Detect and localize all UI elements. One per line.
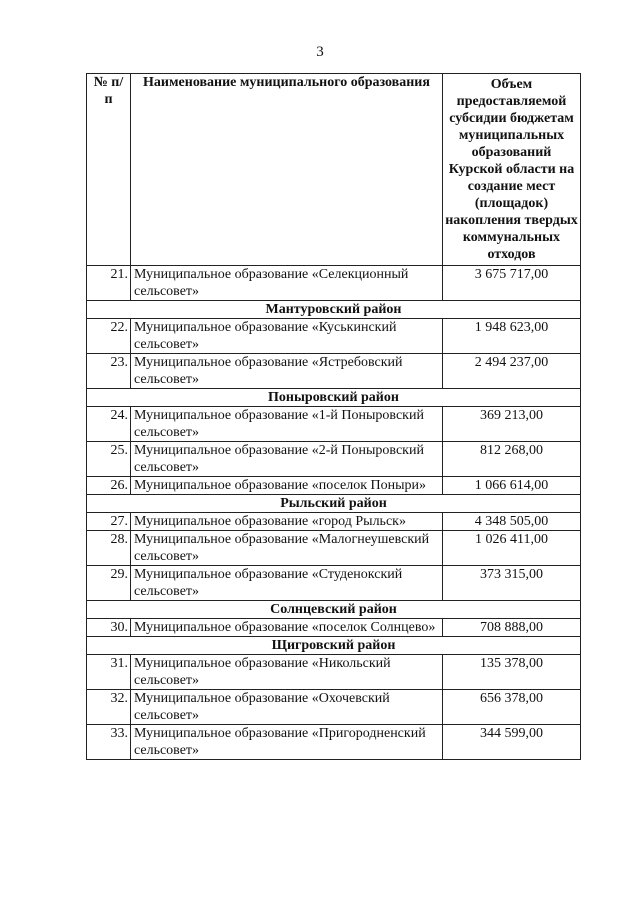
municipality-name: Муниципальное образование «поселок Солнцево»	[131, 619, 443, 637]
municipality-name: Муниципальное образование «Куськинский сельсовет»	[131, 319, 443, 354]
row-number: 31.	[87, 655, 131, 690]
municipality-name: Муниципальное образование «Студенокский сельсовет»	[131, 566, 443, 601]
row-number: 27.	[87, 513, 131, 531]
municipality-name: Муниципальное образование «поселок Поныри»	[131, 477, 443, 495]
table-row	[87, 442, 581, 477]
subsidy-amount: 369 213,00	[443, 407, 581, 442]
table-row	[87, 477, 581, 495]
table-row	[87, 619, 581, 637]
district-name: Солнцевский район	[87, 601, 581, 619]
municipality-name: Муниципальное образование «город Рыльск»	[131, 513, 443, 531]
table-row	[87, 655, 581, 690]
district-row	[87, 389, 581, 407]
subsidy-amount: 1 026 411,00	[443, 531, 581, 566]
district-row	[87, 637, 581, 655]
municipality-name: Муниципальное образование «Ястребовский сельсовет»	[131, 354, 443, 389]
municipality-name: Муниципальное образование «Малогнеушевский сельсовет»	[131, 531, 443, 566]
municipality-name: Муниципальное образование «Пригородненский сельсовет»	[131, 725, 443, 760]
subsidy-amount: 656 378,00	[443, 690, 581, 725]
table-row	[87, 407, 581, 442]
row-number: 28.	[87, 531, 131, 566]
table-row	[87, 319, 581, 354]
table-row	[87, 531, 581, 566]
subsidy-amount: 812 268,00	[443, 442, 581, 477]
district-name: Рыльский район	[87, 495, 581, 513]
page-number: 3	[316, 44, 324, 60]
municipality-name: Муниципальное образование «Селекционный сельсовет»	[131, 266, 443, 301]
district-name: Мантуровский район	[87, 301, 581, 319]
table-row	[87, 266, 581, 301]
subsidy-table	[86, 73, 581, 760]
subsidy-amount: 1 948 623,00	[443, 319, 581, 354]
district-name: Щигровский район	[87, 637, 581, 655]
row-number: 32.	[87, 690, 131, 725]
subsidy-amount: 373 315,00	[443, 566, 581, 601]
table-body	[87, 266, 581, 760]
district-row	[87, 495, 581, 513]
table-row	[87, 725, 581, 760]
row-number: 29.	[87, 566, 131, 601]
row-number: 21.	[87, 266, 131, 301]
header-name: Наименование муниципального образования	[131, 74, 443, 266]
header-amount: Объем предоставляемой субсидии бюджетам муниципальных образований Курской области на создание мест (площадок) накопления твердых коммунальных отходов	[443, 74, 581, 266]
row-number: 30.	[87, 619, 131, 637]
row-number: 33.	[87, 725, 131, 760]
table-row	[87, 354, 581, 389]
header-num: № п/п	[87, 74, 131, 266]
subsidy-amount: 4 348 505,00	[443, 513, 581, 531]
municipality-name: Муниципальное образование «2-й Поныровский сельсовет»	[131, 442, 443, 477]
table-row	[87, 513, 581, 531]
municipality-name: Муниципальное образование «1-й Поныровский сельсовет»	[131, 407, 443, 442]
subsidy-amount: 1 066 614,00	[443, 477, 581, 495]
table-header-row	[87, 74, 581, 266]
table-row	[87, 690, 581, 725]
row-number: 24.	[87, 407, 131, 442]
subsidy-amount: 135 378,00	[443, 655, 581, 690]
district-row	[87, 601, 581, 619]
table-row	[87, 566, 581, 601]
municipality-name: Муниципальное образование «Охочевский сельсовет»	[131, 690, 443, 725]
subsidy-amount: 708 888,00	[443, 619, 581, 637]
row-number: 23.	[87, 354, 131, 389]
district-name: Поныровский район	[87, 389, 581, 407]
subsidy-amount: 2 494 237,00	[443, 354, 581, 389]
row-number: 25.	[87, 442, 131, 477]
subsidy-amount: 344 599,00	[443, 725, 581, 760]
municipality-name: Муниципальное образование «Никольский сельсовет»	[131, 655, 443, 690]
row-number: 26.	[87, 477, 131, 495]
row-number: 22.	[87, 319, 131, 354]
district-row	[87, 301, 581, 319]
subsidy-amount: 3 675 717,00	[443, 266, 581, 301]
